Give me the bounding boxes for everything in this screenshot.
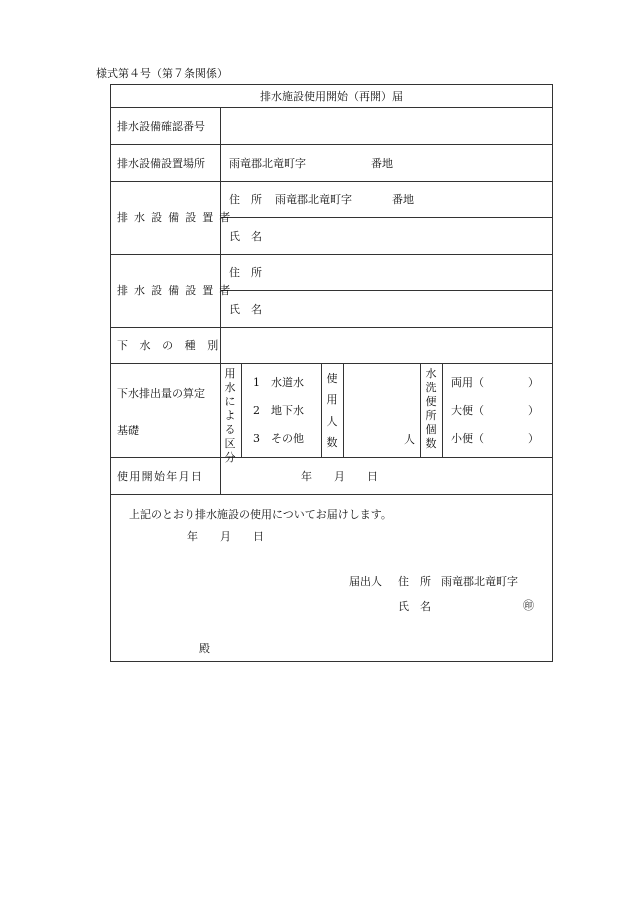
rule-confirmation (111, 144, 552, 145)
rule-toilet-label (442, 363, 443, 457)
water-option-1: 1 水道水 (253, 376, 304, 389)
rule-start-date (111, 494, 552, 495)
water-option-3: 3 その他 (253, 432, 304, 445)
rule-installer1-mid (221, 217, 552, 218)
addressee-suffix: 殿 (199, 642, 210, 655)
start-date-label: 使用開始年月日 (117, 470, 204, 483)
installer-1-address-suffix: 番地 (392, 193, 414, 206)
rule-installer1 (111, 254, 552, 255)
notifier-label: 届出人 (349, 575, 382, 588)
rule-sewage-type (111, 363, 552, 364)
notification-form (110, 84, 553, 662)
rule-water-options (321, 363, 322, 457)
rule-installer2-mid (221, 290, 552, 291)
toilet-type-1: 両用（ ） (451, 376, 539, 389)
rule-installer2 (111, 327, 552, 328)
form-title: 排水施設使用開始（再開）届 (260, 90, 403, 103)
installer-2-address-label: 住 所 (229, 266, 262, 279)
users-label: 使用人数 (326, 372, 338, 450)
rule-water-category (241, 363, 242, 457)
notifier-address-value: 雨竜郡北竜町字 (441, 575, 518, 588)
location-prefix: 雨竜郡北竜町字 (229, 157, 306, 170)
rule-users-label (343, 363, 344, 457)
rule-title (111, 107, 552, 108)
toilet-type-2: 大便（ ） (451, 404, 539, 417)
confirmation-number-label: 排水設備確認番号 (117, 120, 205, 133)
water-category-label: 用水による区分 (224, 367, 236, 465)
location-suffix: 番地 (371, 157, 393, 170)
rule-label-column (220, 107, 221, 494)
discharge-basis-label-2: 基礎 (117, 424, 139, 437)
rule-location (111, 181, 552, 182)
notifier-address-label: 住 所 (398, 575, 431, 588)
installer-1-name-label: 氏 名 (229, 230, 262, 243)
sewage-type-label: 下水の種別 (117, 339, 230, 352)
installer-2-label: 排水設備設置者 (117, 284, 237, 297)
form-number: 様式第４号（第７条関係） (96, 67, 228, 80)
notice-date: 年 月 日 (187, 530, 264, 543)
toilet-type-3: 小便（ ） (451, 432, 539, 445)
rule-users-value (420, 363, 421, 457)
water-option-2: 2 地下水 (253, 404, 304, 417)
installer-1-label: 排水設備設置者 (117, 211, 237, 224)
confirmation-number-field[interactable] (227, 121, 545, 135)
location-label: 排水設備設置場所 (117, 157, 205, 170)
installer-2-name-label: 氏 名 (229, 303, 262, 316)
discharge-basis-label-1: 下水排出量の算定 (117, 387, 205, 400)
toilet-count-label: 水洗便所個数 (425, 367, 437, 451)
users-unit: 人 (404, 433, 415, 446)
installer-1-address-label: 住 所 (229, 193, 262, 206)
rule-discharge (111, 457, 552, 458)
notifier-name-label: 氏 名 (398, 600, 431, 613)
start-date-value: 年 月 日 (301, 470, 378, 483)
installer-1-address-prefix: 雨竜郡北竜町字 (275, 193, 352, 206)
seal-mark: ㊞ (523, 599, 534, 612)
notice-statement: 上記のとおり排水施設の使用についてお届けします。 (129, 508, 392, 521)
